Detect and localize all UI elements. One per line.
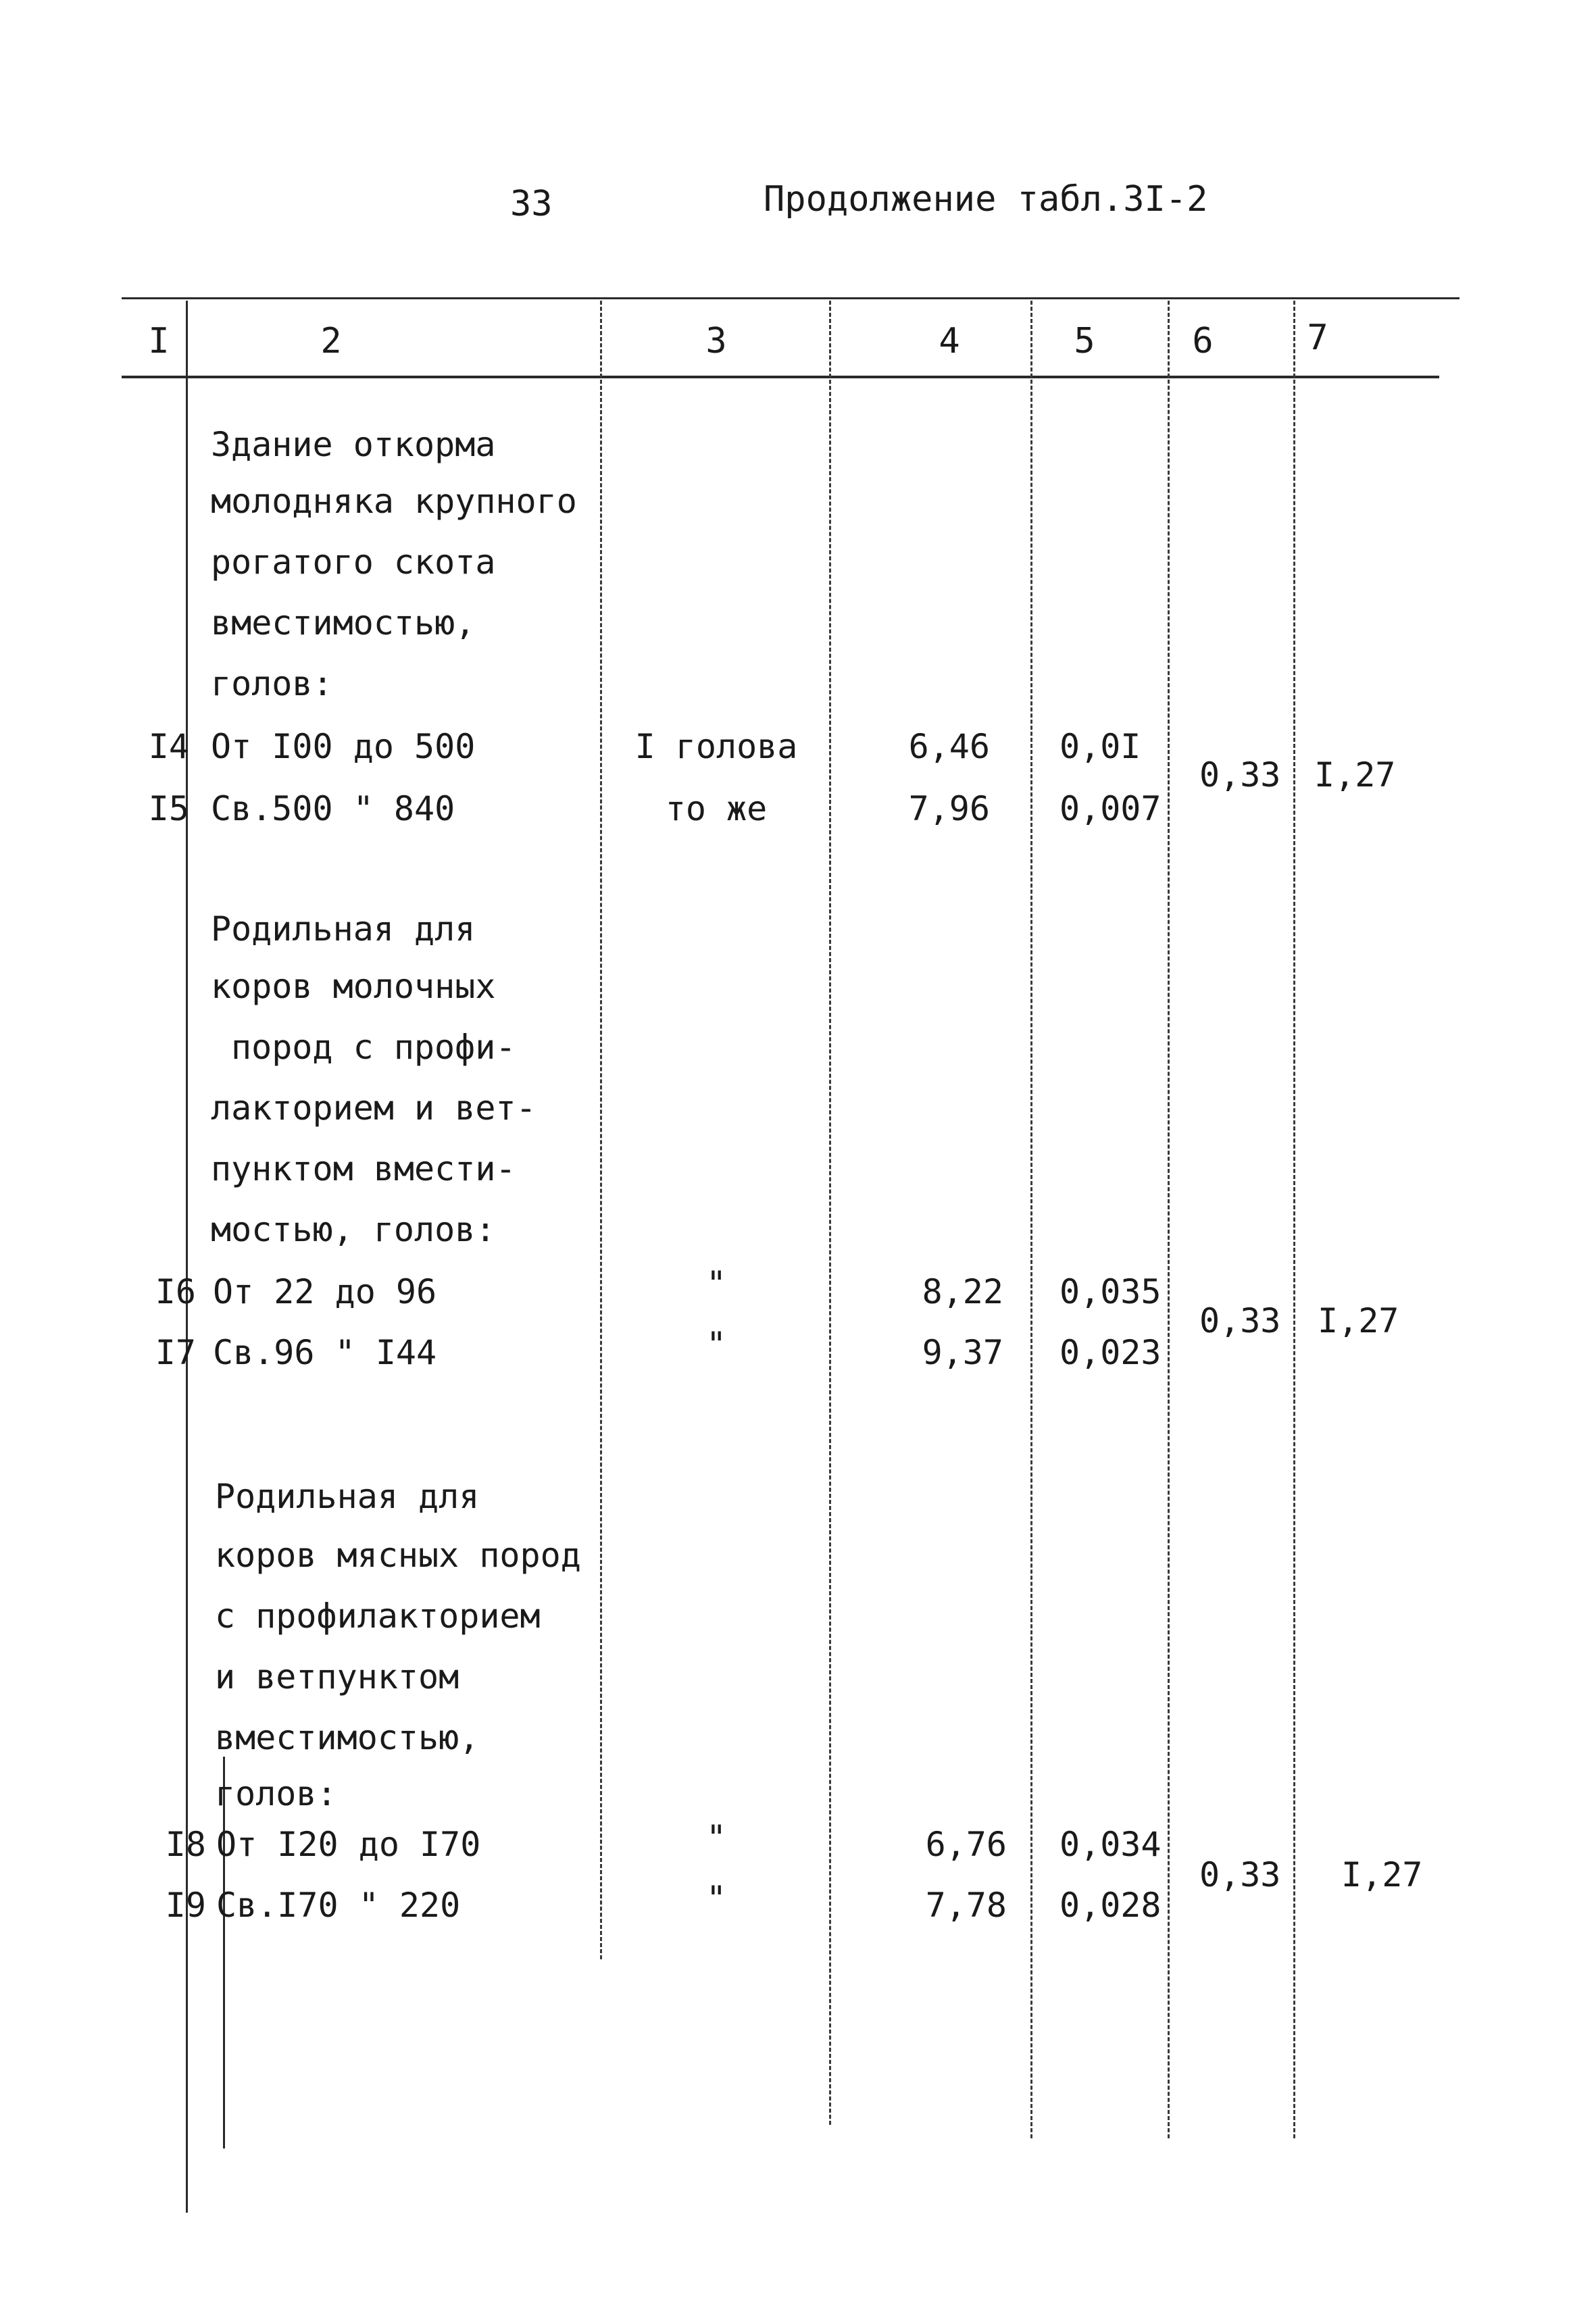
row-capacity: Св.96 " I44	[213, 1333, 437, 1372]
group-3-desc-line-1: Родильная для	[215, 1477, 480, 1516]
group-2-desc-line-2: коров молочных	[211, 967, 496, 1006]
row-col-4: 7,78	[925, 1886, 1007, 1925]
header-col-7: 7	[1307, 318, 1328, 358]
row-col-5: 0,034	[1059, 1825, 1162, 1864]
row-col-4: 8,22	[922, 1272, 1003, 1311]
header-col-4: 4	[939, 321, 960, 361]
group-2-desc-line-5: пунктом вмести-	[211, 1149, 516, 1188]
row-number: I7	[155, 1333, 196, 1372]
group-2-desc-line-3: пород с профи-	[231, 1028, 516, 1067]
table-header-rule	[122, 376, 1439, 378]
group-1-desc-line-3: рогатого скота	[211, 543, 496, 582]
group-3-desc-line-4: и ветпунктом	[215, 1657, 459, 1696]
row-unit: "	[705, 1325, 727, 1364]
column-divider-2	[600, 301, 604, 1959]
header-col-1: I	[148, 321, 170, 361]
row-number: I5	[148, 789, 189, 828]
row-col-4: 9,37	[922, 1333, 1003, 1372]
row-unit: "	[705, 1818, 727, 1857]
row-unit: I голова	[634, 727, 798, 766]
column-divider-6	[1293, 301, 1297, 2138]
row-col-5: 0,007	[1059, 789, 1162, 828]
row-number: I6	[155, 1272, 196, 1311]
column-divider-4	[1030, 301, 1034, 2138]
header-col-5: 5	[1074, 321, 1095, 361]
row-unit: "	[705, 1264, 727, 1303]
column-divider-3	[829, 301, 833, 2125]
row-col-5: 0,0I	[1059, 727, 1141, 766]
row-col-4: 6,76	[925, 1825, 1007, 1864]
table-top-rule	[122, 297, 1460, 299]
row-col-4: 6,46	[908, 727, 990, 766]
row-number: I8	[165, 1825, 206, 1864]
row-capacity: Св.I70 " 220	[216, 1886, 461, 1925]
group-3-col-7: I,27	[1341, 1855, 1423, 1894]
group-3-desc-line-5: вместимостью,	[215, 1718, 480, 1757]
header-col-2: 2	[320, 321, 342, 361]
group-1-desc-line-5: голов:	[211, 664, 333, 703]
group-1-col-6: 0,33	[1199, 755, 1281, 795]
group-2-desc-line-4: лакторием и вет-	[211, 1088, 537, 1128]
row-capacity: От I00 до 500	[211, 727, 476, 766]
row-unit: "	[705, 1879, 727, 1918]
group-1-col-7: I,27	[1314, 755, 1396, 795]
column-divider-5	[1168, 301, 1172, 2138]
page-number: 33	[510, 184, 553, 224]
group-3-desc-line-6: голов:	[215, 1774, 337, 1813]
group-2-desc-line-6: мостью, голов:	[211, 1210, 496, 1249]
column-divider-1	[186, 301, 188, 2213]
row-col-4: 7,96	[908, 789, 990, 828]
row-unit: то же	[665, 789, 768, 828]
table-continuation-title: Продолжение табл.3I-2	[764, 179, 1208, 220]
header-col-6: 6	[1192, 321, 1214, 361]
group-3-col-6: 0,33	[1199, 1855, 1281, 1894]
row-capacity: От I20 до I70	[216, 1825, 481, 1864]
group-3-desc-line-3: с профилакторием	[215, 1596, 541, 1636]
group-2-col-7: I,27	[1318, 1301, 1399, 1340]
group-3-desc-line-2: коров мясных пород	[215, 1536, 581, 1575]
row-col-5: 0,028	[1059, 1886, 1162, 1925]
group-1-desc-line-2: молодняка крупного	[211, 482, 577, 521]
header-col-3: 3	[705, 321, 727, 361]
column-divider-1b	[223, 1757, 225, 2148]
row-capacity: Св.500 " 840	[211, 789, 455, 828]
group-2-col-6: 0,33	[1199, 1301, 1281, 1340]
row-capacity: От 22 до 96	[213, 1272, 437, 1311]
row-col-5: 0,035	[1059, 1272, 1162, 1311]
group-1-desc-line-1: Здание откорма	[211, 425, 496, 464]
group-2-desc-line-1: Родильная для	[211, 909, 476, 949]
row-col-5: 0,023	[1059, 1333, 1162, 1372]
row-number: I4	[148, 727, 189, 766]
group-1-desc-line-4: вместимостью,	[211, 603, 476, 643]
row-number: I9	[165, 1886, 206, 1925]
